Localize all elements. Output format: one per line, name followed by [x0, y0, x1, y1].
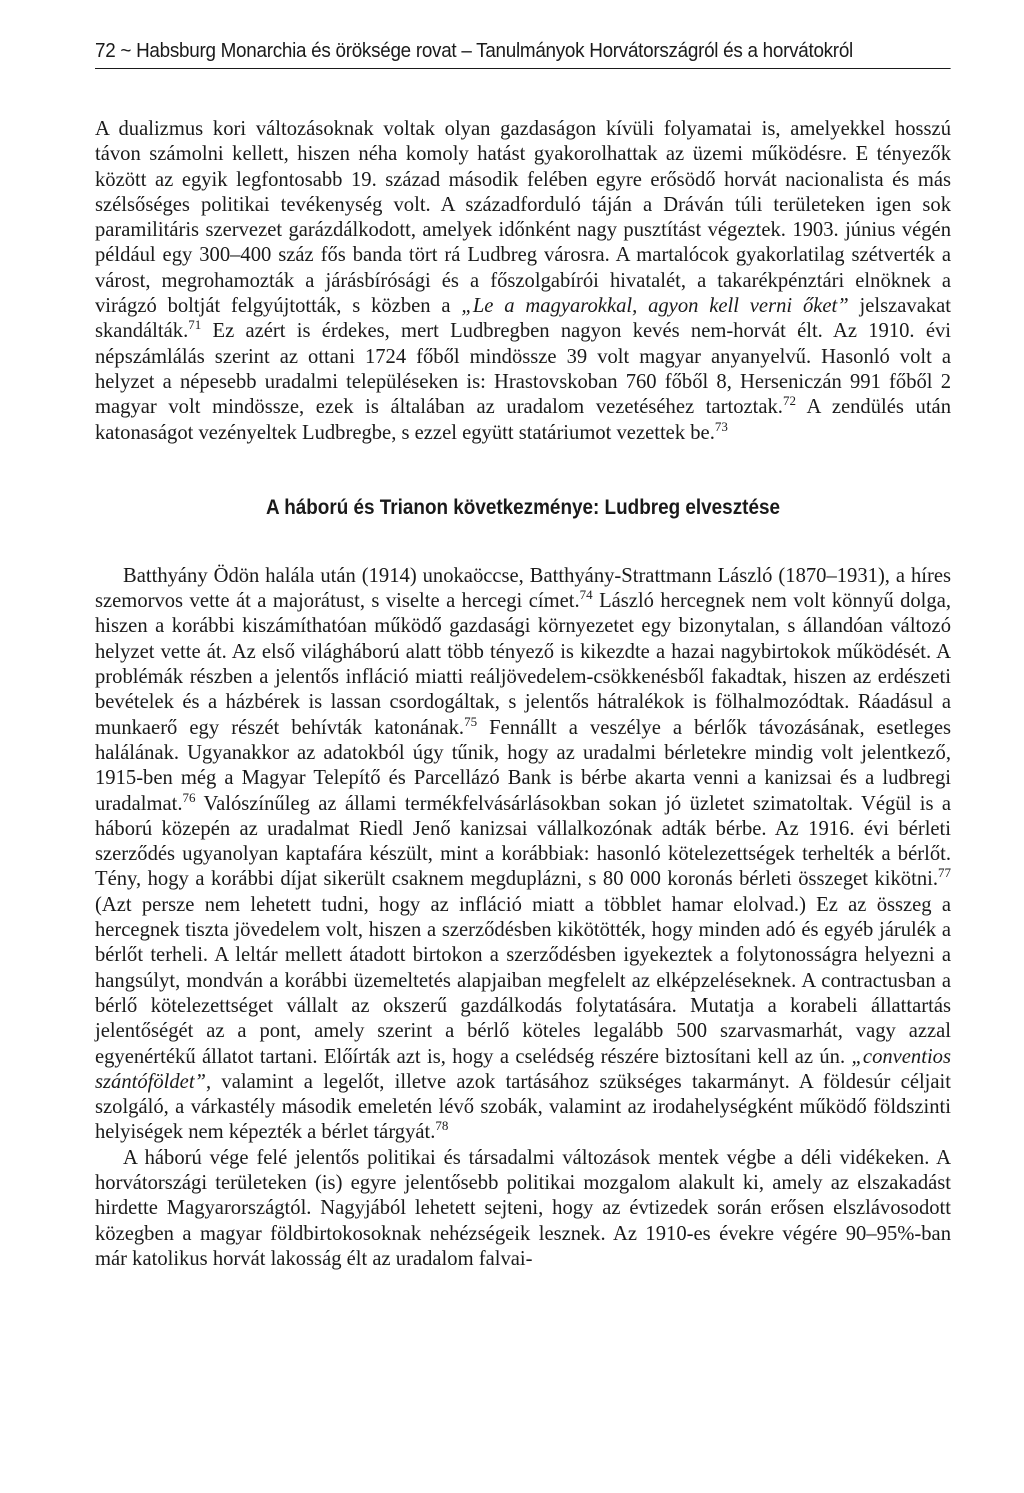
- footnote-ref-72[interactable]: 72: [782, 393, 796, 409]
- running-head: 72 ~ Habsburg Monarchia és öröksége rovat – Tanulmányok Horvátországról és a horvátokról: [95, 38, 951, 69]
- quote-slogan: „Le a magyarokkal, agyon kell verni őket”: [461, 295, 849, 318]
- text-span: A zendülés után katonaságot vezényeltek Ludbregbe, s ezzel együtt statáriumot vezettek be.: [95, 396, 951, 444]
- footnote-ref-74[interactable]: 74: [579, 587, 593, 603]
- text-span: Valószínűleg az állami termékfelvásárlásokban sokan jó üzletet szimatoltak. Végül is a háború közepén az uradalmat Riedl Jenő kanizsai vállalkozónak adták bérbe. Az 1916. évi bérleti szerződés ugyanolyan kaptafára készült, mint a korábbiak: hasonló kötelezettségek terhelték a bérlőt. Tény, hogy a korábbi díjat sikerült csaknem megduplázni, s 80 000 koronás bérleti összeget kikötni.: [95, 792, 951, 891]
- footnote-ref-76[interactable]: 76: [182, 789, 196, 805]
- text-span: László hercegnek nem volt könnyű dolga, hiszen a korábbi kiszámíthatóan működő gazdasági környezetet egy bizonytalan, s állandóan változó helyzet vette át. Az első világháború alatt több tényező is kikezdte a hazai nagybirtokok működését. A problémák részben a jelentős infláció miatti reáljövedelem-csökkenésből fakadtak, hiszen az erdészeti bevételek és a házbérek is lassan csordogáltak, s jelentős hátralékok is fölhalmozódtak. Ráadásul a munkaerő egy részét behívták katonának.: [95, 590, 951, 739]
- footnote-ref-75[interactable]: 75: [464, 713, 478, 729]
- paragraph-war: [95, 564, 951, 1146]
- text-span: Batthyány Ödön halála után (1914) unokaöccse, Batthyány-Strattmann László (1870–1931), a híres szemorvos vette át a majorátust, s viselte a hercegi címet.: [95, 564, 951, 613]
- paragraph-end-of-war: A háború vége felé jelentős politikai és társadalmi változások mentek végbe a déli vidékeken. A horvátországi területeken (is) egyre jelentősebb politikai mozgalom alakult ki, amely az elszakadást hirdette Magyarországtól. Nagyjából lehetett sejteni, hogy az évtizedek során erősen elszlávosodott közegben a magyar földbirtokosoknak nehézségeik lesznek. Az 1910-es évekre végére 90–95%-ban már katolikus horvát lakosság élt az uradalom falvai-: [95, 1146, 951, 1270]
- footnote-ref-71[interactable]: 71: [188, 317, 202, 333]
- text-span: , valamint a legelőt, illetve azok tartásához szükséges takarmányt. A földesúr céljait szolgáló, a várkastély második emeletén lévő szobák, valamint az irodahelységként működő földszinti helyiségek nem képezték a bérlet tárgyát.: [95, 1070, 951, 1144]
- section-heading: A háború és Trianon következménye: Ludbreg elvesztése: [266, 495, 780, 519]
- text-span: Ez azért is érdekes, mert Ludbregben nagyon kevés nem-horvát élt. Az 1910. évi népszámlálás szerint az ottani 1724 főből mindössze 39 volt magyar anyanyelvű. Hasonló volt a helyzet a népesebb uradalmi településeken is: Hrastovskoban 760 főből 8, Herseniczán 991 főből 2 magyar volt mindössze, ezek is általában az uradalom vezetéséhez tartoztak.: [95, 320, 951, 419]
- text-span: Fennállt a veszélye a bérlők távozásának, esetleges halálának. Ugyanakkor az adatokból úgy tűnik, hogy az uradalmi bérletekre mindig volt jelentkező, 1915-ben még a Magyar Telepítő és Parcellázó Bank is bérbe akarta venni a kanizsai és a ludbregi uradalmat.: [95, 716, 951, 815]
- quote-conventios: „conventios szántóföldet”: [95, 1045, 951, 1093]
- footnote-ref-73[interactable]: 73: [714, 418, 728, 434]
- text-span: jelszavakat skandálták.: [95, 295, 952, 343]
- page: [95, 38, 951, 1272]
- footnote-ref-78[interactable]: 78: [435, 1118, 449, 1134]
- footnote-ref-77[interactable]: 77: [938, 865, 951, 881]
- text-span: (Azt persze nem lehetett tudni, hogy az infláció miatt a többlet hamar elolvad.) Ez az összeg a hercegnek tiszta jövedelem volt, hiszen a szerződésben kikötötték, hogy minden adó és egyéb járulék a bérlőt terheli. A leltár mellett átadott birtokon a szerződésben igyekeztek a folytonosságra helyezni a hangsúlyt, mondván a korábbi üzemeltetés alapjaiban megfelelt az elképzeléseknek. A contractusban a bérlő kötelezettséget vállalt az okszerű gazdálkodás folytatására. Mutatja a korabeli állattartás jelentőségét az a pont, amely szerint a bérlő köteles legalább 500 szarvasmarhát, vagy azzal egyenértékű állatot tartani. Előírták azt is, hogy a cselédség részére biztosítani kell az ún.: [95, 893, 951, 1068]
- paragraph-dualism: [95, 117, 951, 446]
- text-span: A dualizmus kori változásoknak voltak olyan gazdaságon kívüli folyamatai is, amelyekkel hosszú távon számolni kellett, hiszen néha komoly hatást gyakorolhattak az üzemi működésre. E tényezők között az egyik legfontosabb 19. század második felében egyre erősödő horvát nacionalista és más szélsőséges politikai tevékenység volt. A századforduló táján a Dráván túli területeken igen sok paramilitáris szervezet garázdálkodott, amelyek időnként nagy pusztítást végeztek. 1903. június végén például egy 300–400 száz fős banda tört rá Ludbreg városra. A martalócok gyakorlatilag szétverték a várost, megrohamozták a járásbírósági és a főszolgabírói hivatalét, a takarékpénztári elnöknek a virágzó boltját felgyújtották, s közben a: [95, 118, 951, 318]
